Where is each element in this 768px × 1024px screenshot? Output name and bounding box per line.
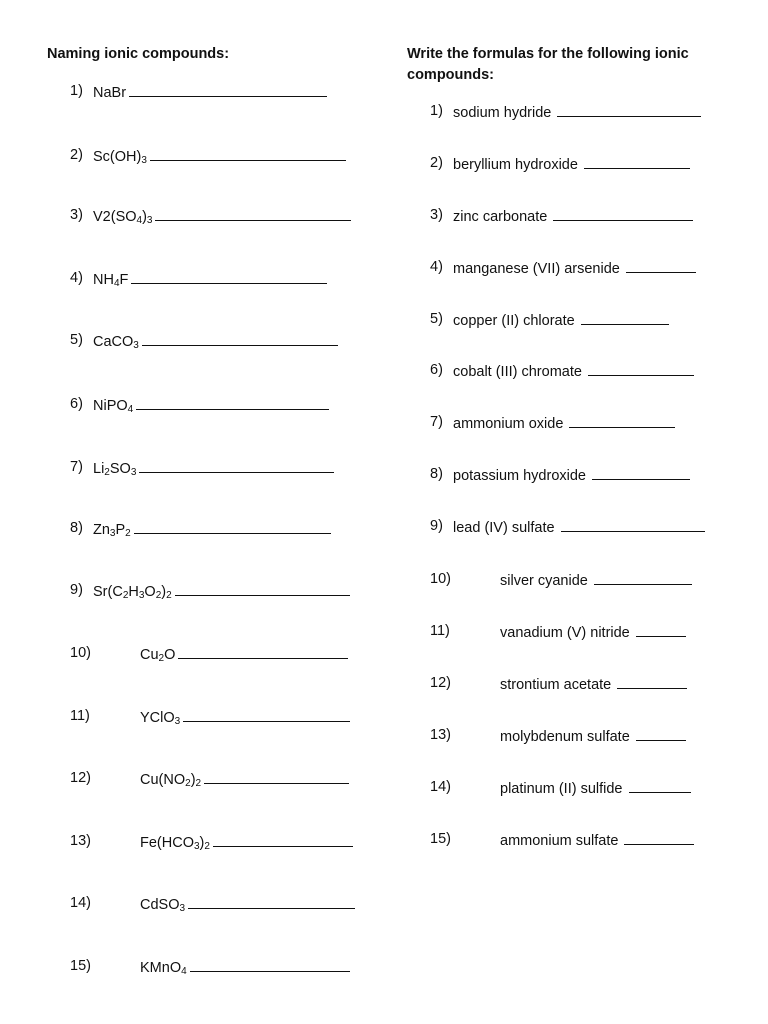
compound-name [500, 778, 691, 798]
formula-text [93, 146, 346, 166]
item-number: 9) [430, 518, 443, 534]
item-number: 7) [430, 414, 443, 430]
answer-blank[interactable] [553, 206, 693, 221]
formula-text [140, 832, 353, 852]
compound-label: strontium acetate [500, 677, 612, 693]
formula-part: V2(SO [93, 209, 137, 225]
formula-part: O [144, 584, 156, 600]
formula-part: F [119, 272, 129, 288]
item-number: 13) [430, 727, 451, 743]
formula-text [140, 957, 350, 977]
compound-name [453, 465, 690, 485]
answer-blank[interactable] [139, 458, 334, 473]
compound-label: cobalt (III) chromate [453, 364, 582, 380]
compound-label: manganese (VII) arsenide [453, 261, 620, 277]
answer-blank[interactable] [581, 310, 669, 325]
answer-blank[interactable] [588, 361, 694, 376]
formula-text [140, 707, 350, 727]
subscript: 3 [138, 590, 145, 601]
formula-text [93, 82, 327, 102]
item-number: 1) [70, 83, 83, 99]
compound-label: sodium hydride [453, 105, 552, 121]
item-number: 14) [430, 779, 451, 795]
item-number: 15) [430, 831, 451, 847]
subscript: 2 [155, 590, 162, 601]
answer-blank[interactable] [155, 206, 351, 221]
formula-part: CaCO [93, 334, 134, 350]
compound-label: lead (IV) sulfate [453, 520, 555, 536]
compound-label: zinc carbonate [453, 209, 548, 225]
answer-blank[interactable] [150, 146, 346, 161]
answer-blank[interactable] [213, 832, 353, 847]
formula-text [93, 519, 331, 539]
answer-blank[interactable] [592, 465, 690, 480]
formula-part: Fe(HCO [140, 835, 194, 851]
compound-name [453, 102, 701, 122]
item-number: 12) [430, 675, 451, 691]
answer-blank[interactable] [629, 778, 691, 793]
subscript: 4 [136, 215, 143, 226]
formula-part: Sr(C [93, 584, 123, 600]
item-number: 4) [430, 259, 443, 275]
item-number: 8) [430, 466, 443, 482]
answer-blank[interactable] [142, 331, 338, 346]
formula-part: Cu [140, 647, 159, 663]
item-number: 6) [430, 362, 443, 378]
subscript: 4 [127, 404, 134, 415]
item-number: 12) [70, 770, 91, 786]
subscript: 2 [122, 590, 129, 601]
subscript: 3 [109, 528, 116, 539]
compound-name [453, 206, 693, 226]
compound-name [500, 622, 686, 642]
formula-part: ) [161, 584, 167, 600]
formula-part: Sc(OH) [93, 149, 142, 165]
item-number: 2) [430, 155, 443, 171]
subscript: 2 [158, 653, 165, 664]
formula-part: NiPO [93, 398, 128, 414]
subscript: 2 [195, 778, 202, 789]
compound-name [453, 310, 669, 330]
naming-heading: Naming ionic compounds: [47, 46, 230, 62]
formula-part: NH [93, 272, 114, 288]
answer-blank[interactable] [557, 102, 701, 117]
answer-blank[interactable] [129, 82, 327, 97]
formula-part: SO [109, 461, 131, 477]
compound-label: ammonium oxide [453, 416, 564, 432]
compound-label: copper (II) chlorate [453, 313, 575, 329]
formula-text [93, 581, 350, 601]
compound-name [500, 570, 692, 590]
answer-blank[interactable] [636, 726, 686, 741]
subscript: 2 [166, 590, 172, 601]
answer-blank[interactable] [131, 269, 327, 284]
item-number: 7) [70, 459, 83, 475]
subscript: 4 [181, 966, 187, 977]
formula-part: YClO [140, 710, 175, 726]
compound-name [500, 726, 686, 746]
item-number: 5) [70, 332, 83, 348]
compound-label: beryllium hydroxide [453, 157, 578, 173]
subscript: 3 [141, 155, 147, 166]
item-number: 15) [70, 958, 91, 974]
subscript: 3 [174, 716, 181, 727]
item-number: 14) [70, 895, 91, 911]
compound-label: molybdenum sulfate [500, 729, 630, 745]
answer-blank[interactable] [569, 413, 675, 428]
subscript: 2 [204, 841, 210, 852]
item-number: 5) [430, 311, 443, 327]
item-number: 2) [70, 147, 83, 163]
compound-name [453, 517, 705, 537]
subscript: 3 [193, 841, 200, 852]
answer-blank[interactable] [626, 258, 696, 273]
formula-part: Li [93, 461, 105, 477]
item-number: 11) [70, 708, 90, 724]
answer-blank[interactable] [594, 570, 692, 585]
subscript: 2 [185, 778, 191, 789]
subscript: 2 [125, 528, 131, 539]
compound-name [453, 413, 675, 433]
formula-text [93, 269, 327, 289]
formula-text [93, 331, 338, 351]
compound-label: silver cyanide [500, 573, 588, 589]
answer-blank[interactable] [175, 581, 350, 596]
formula-text [140, 769, 349, 789]
answer-blank[interactable] [178, 644, 348, 659]
answer-blank[interactable] [190, 957, 350, 972]
formula-part: O [164, 647, 176, 663]
formula-part: H [128, 584, 139, 600]
item-number: 4) [70, 270, 83, 286]
answer-blank[interactable] [136, 395, 329, 410]
answer-blank[interactable] [636, 622, 686, 637]
item-number: 10) [430, 571, 451, 587]
formula-part: Cu(NO [140, 772, 186, 788]
formula-text [93, 395, 329, 415]
answer-blank[interactable] [183, 707, 350, 722]
compound-label: platinum (II) sulfide [500, 781, 623, 797]
answer-blank[interactable] [134, 519, 331, 534]
item-number: 13) [70, 833, 91, 849]
subscript: 2 [104, 467, 110, 478]
formula-text [140, 644, 348, 664]
formula-part: Zn [93, 522, 110, 538]
item-number: 8) [70, 520, 83, 536]
compound-name [500, 674, 687, 694]
answer-blank[interactable] [204, 769, 349, 784]
formula-part: KMnO [140, 960, 182, 976]
item-number: 10) [70, 645, 91, 661]
compound-name [453, 258, 696, 278]
subscript: 3 [133, 340, 139, 351]
subscript: 3 [130, 467, 137, 478]
formula-text [93, 458, 334, 478]
item-number: 3) [430, 207, 443, 223]
formulas-heading: Write the formulas for the following ionic compounds: [407, 46, 689, 83]
answer-blank[interactable] [561, 517, 705, 532]
subscript: 3 [146, 215, 153, 226]
compound-name [453, 154, 690, 174]
formula-part: P [115, 522, 126, 538]
compound-label: ammonium sulfate [500, 833, 619, 849]
item-number: 11) [430, 623, 450, 639]
answer-blank[interactable] [188, 894, 355, 909]
item-number: 1) [430, 103, 443, 119]
answer-blank[interactable] [624, 830, 694, 845]
formula-part: ) [142, 209, 147, 225]
item-number: 3) [70, 207, 83, 223]
compound-name [500, 830, 694, 850]
compound-label: potassium hydroxide [453, 468, 586, 484]
formula-text [93, 206, 351, 226]
formula-text [140, 894, 355, 914]
subscript: 3 [179, 903, 186, 914]
compound-name [453, 361, 694, 381]
formula-part: ) [199, 835, 205, 851]
formula-part: NaBr [93, 85, 127, 101]
item-number: 6) [70, 396, 83, 412]
formula-part: CdSO [140, 897, 180, 913]
answer-blank[interactable] [584, 154, 690, 169]
formula-part: ) [190, 772, 196, 788]
subscript: 4 [113, 278, 120, 289]
answer-blank[interactable] [617, 674, 687, 689]
compound-label: vanadium (V) nitride [500, 625, 630, 641]
item-number: 9) [70, 582, 83, 598]
